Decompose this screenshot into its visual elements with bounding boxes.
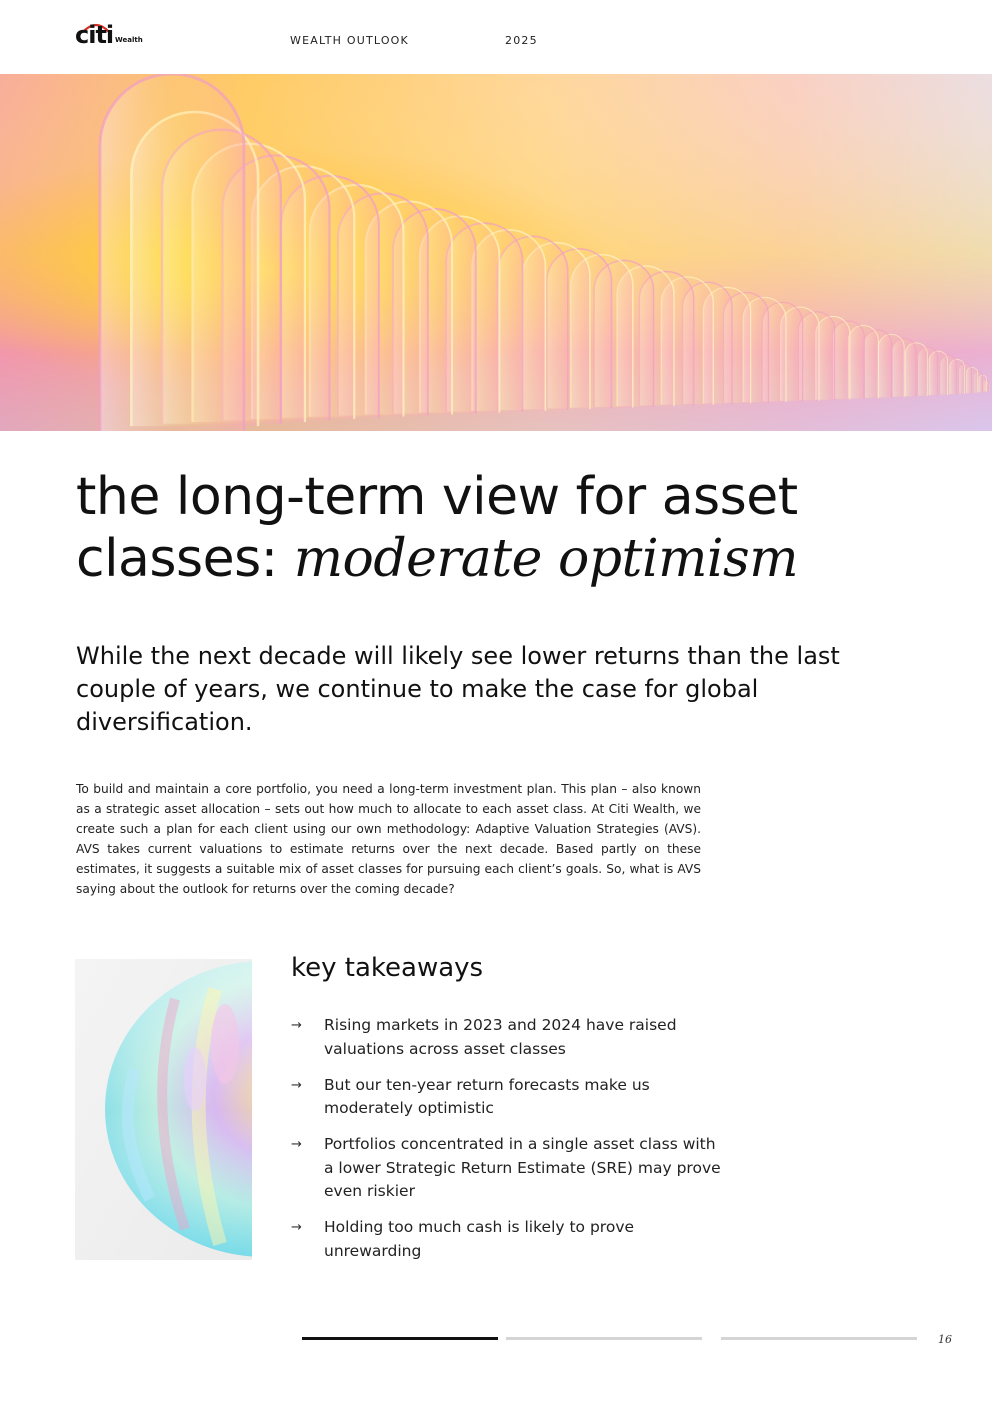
citi-wealth-logo <box>75 20 145 50</box>
title-line-1: the long-term view for asset <box>76 467 798 527</box>
list-item <box>291 1216 721 1263</box>
progress-segment-2 <box>506 1337 702 1340</box>
page-title <box>76 466 936 590</box>
takeaway-text: Holding too much cash is likely to prove unrewarding <box>324 1218 635 1260</box>
list-item <box>291 1074 721 1121</box>
lead-paragraph: While the next decade will likely see lower returns than the last couple of years, we continue to make the case for global diversification. <box>76 642 840 736</box>
logo-text: citi <box>75 21 114 49</box>
progress-segment-3 <box>721 1337 917 1340</box>
logo-subtext: Wealth <box>115 36 143 44</box>
section-label: WEALTH OUTLOOK <box>290 34 409 47</box>
takeaway-text: Portfolios concentrated in a single asset class with a lower Strategic Return Estimate (SRE) may prove even riskier <box>324 1135 721 1200</box>
arrow-right-icon: → <box>291 1018 302 1033</box>
glass-arch <box>100 74 244 431</box>
arrow-right-icon: → <box>291 1220 302 1235</box>
arrow-right-icon: → <box>291 1137 302 1152</box>
page-header <box>0 0 992 74</box>
title-line-2: classes: <box>76 529 294 589</box>
list-item <box>291 1014 721 1061</box>
page-number: 16 <box>938 1333 952 1346</box>
takeaway-text: But our ten-year return forecasts make us moderately optimistic <box>324 1075 650 1117</box>
takeaway-text: Rising markets in 2023 and 2024 have raised valuations across asset classes <box>324 1016 677 1058</box>
hero-image <box>0 74 992 431</box>
title-italic: moderate optimism <box>293 529 799 589</box>
key-takeaways-list <box>291 1014 721 1276</box>
arrow-right-icon: → <box>291 1077 302 1093</box>
progress-segment-1 <box>302 1337 498 1340</box>
body-paragraph: To build and maintain a core portfolio, you need a long-term investment plan. This plan – also known as a strategic asset allocation – sets out how much to allocate to each asset class. At Citi Wealth, we create such a plan for each client using our own methodology: Adaptive Valuation Strategies (AVS). AVS takes current valuations to estimate returns over the next decade. Based partly on these estimates, it suggests a suitable mix of asset classes for pursuing each client’s goals. So, what is AVS saying about the outlook for returns over the coming decade? <box>76 782 701 896</box>
glass-arches-image <box>0 74 992 431</box>
year-label: 2025 <box>505 34 538 47</box>
list-item <box>291 1133 721 1204</box>
glass-orb-image <box>75 959 252 1260</box>
key-takeaways-title: key takeaways <box>291 953 484 983</box>
glass-orb-icon <box>75 959 252 1260</box>
